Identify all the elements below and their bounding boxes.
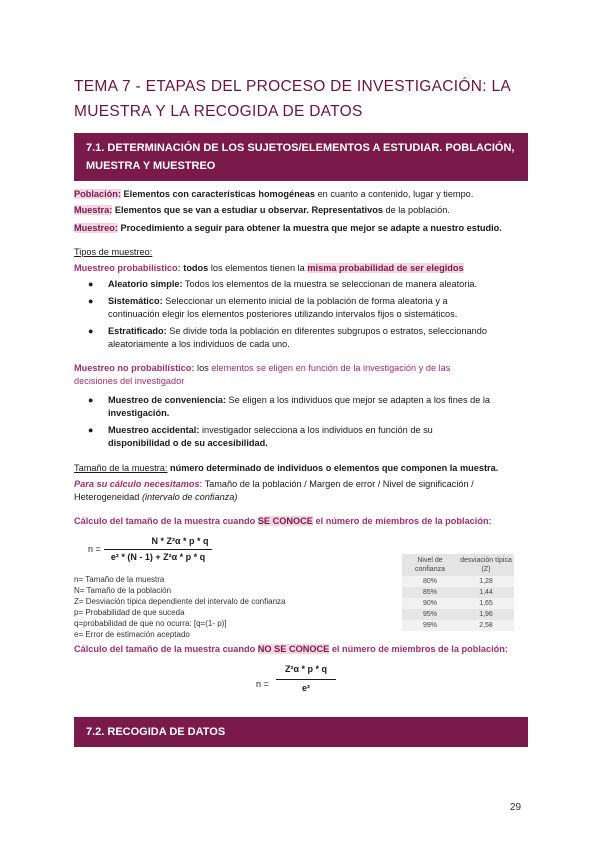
formula2-lhs: n =	[256, 679, 269, 689]
fraction-line	[104, 549, 212, 550]
fraction-line	[276, 679, 336, 680]
table-row: 85% 1,44	[402, 587, 514, 598]
probabilistic-intro: Muestreo probabilístico: todos los elementos tienen la misma probabilidad de ser elegidos	[74, 263, 464, 273]
bullet-icon: ●	[88, 425, 94, 435]
sample-size-definition: Tamaño de la muestra: número determinado de individuos o elementos que componen la muestra.	[74, 463, 499, 473]
bullet-estratificado: Estratificado: Se divide toda la población en diferentes subgrupos o estratos, seleccionando aleatoriamente a los individuos de cada uno.	[108, 326, 487, 349]
table-header-desviacion: desviación típica (Z)	[458, 554, 514, 576]
variable-Z: Z= Desviación típica dependiente del intervalo de confianza	[74, 597, 286, 606]
table-row: 90% 1,65	[402, 598, 514, 609]
variable-p: p= Probabilidad de que suceda	[74, 608, 185, 617]
formula-numerator: N * Z²α * p * q	[151, 536, 209, 546]
formula-lhs: n =	[88, 544, 101, 554]
variable-N: N= Tamaño de la población	[74, 586, 172, 595]
known-population-heading: Cálculo del tamaño de la muestra cuando SE CONOCE el número de miembros de la población:	[74, 516, 492, 526]
definition-poblacion: Población: Elementos con características homogéneas en cuanto a contenido, lugar y tiempo.	[74, 189, 474, 199]
variable-q: q=probabilidad de que no ocurra: [q=(1- p)]	[74, 619, 227, 628]
bullet-sistematico: Sistemático: Seleccionar un elemento inicial de la población de forma aleatoria y a continuación elegir los elementos posteriores utilizando intervalos fijos o sistemáticos.	[108, 296, 458, 319]
bullet-icon: ●	[88, 395, 94, 405]
variable-n: n= Tamaño de la muestra	[74, 575, 165, 584]
section-heading-7-2: 7.2. RECOGIDA DE DATOS	[74, 717, 528, 747]
bullet-conveniencia: Muestreo de conveniencia: Se eligen a los individuos que mejor se adapten a los fines de la investigación.	[108, 395, 491, 418]
chapter-title: TEMA 7 - ETAPAS DEL PROCESO DE INVESTIGACIÓN: LA MUESTRA Y LA RECOGIDA DE DATOS	[74, 78, 511, 120]
definition-muestra: Muestra: Elementos que se van a estudiar u observar. Representativos de la población.	[74, 205, 450, 215]
confidence-table	[402, 554, 514, 631]
bullet-aleatorio-simple: Aleatorio simple: Todos los elementos de la muestra se seleccionan de manera aleatoria.	[108, 279, 478, 289]
bullet-icon: ●	[88, 296, 94, 306]
bullet-icon: ●	[88, 279, 94, 289]
types-heading: Tipos de muestreo:	[74, 247, 153, 257]
definition-muestreo: Muestreo: Procedimiento a seguir para obtener la muestra que mejor se adapte a nuestro estudio.	[74, 223, 502, 233]
formula-denominator: e² * (N - 1) + Z²α * p * q	[110, 552, 206, 562]
formula2-denominator: e²	[301, 683, 310, 693]
table-row: 80% 1,28	[402, 576, 514, 587]
section-heading-7-1: 7.1. DETERMINACIÓN DE LOS SUJETOS/ELEMENTOS A ESTUDIAR. POBLACIÓN, MUESTRA Y MUESTREO	[74, 133, 528, 181]
formula2-numerator: Z²α * p * q	[284, 664, 328, 674]
page-number: 29	[510, 802, 522, 813]
variable-list	[74, 574, 285, 640]
unknown-population-heading: Cálculo del tamaño de la muestra cuando NO SE CONOCE el número de miembros de la población:	[74, 644, 508, 654]
nonprobabilistic-intro: Muestreo no probabilístico: los elementos se eligen en función de la investigación y de las decisiones del investigador	[74, 363, 451, 386]
table-header-nivel: Nivel de confianza	[402, 554, 458, 576]
table-row: 99% 2,58	[402, 620, 514, 631]
bullet-icon: ●	[88, 326, 94, 336]
table-row: 95% 1,96	[402, 609, 514, 620]
sample-size-needs: Para su cálculo necesitamos: Tamaño de la población / Margen de error / Nivel de significación / Heterogeneidad (intervalo de confianza)	[74, 479, 474, 502]
variable-e: e= Error de estimación aceptado	[74, 630, 190, 639]
bullet-accidental: Muestreo accidental: investigador selecciona a los individuos en función de su disponibilidad o de su accesibilidad.	[108, 425, 433, 448]
